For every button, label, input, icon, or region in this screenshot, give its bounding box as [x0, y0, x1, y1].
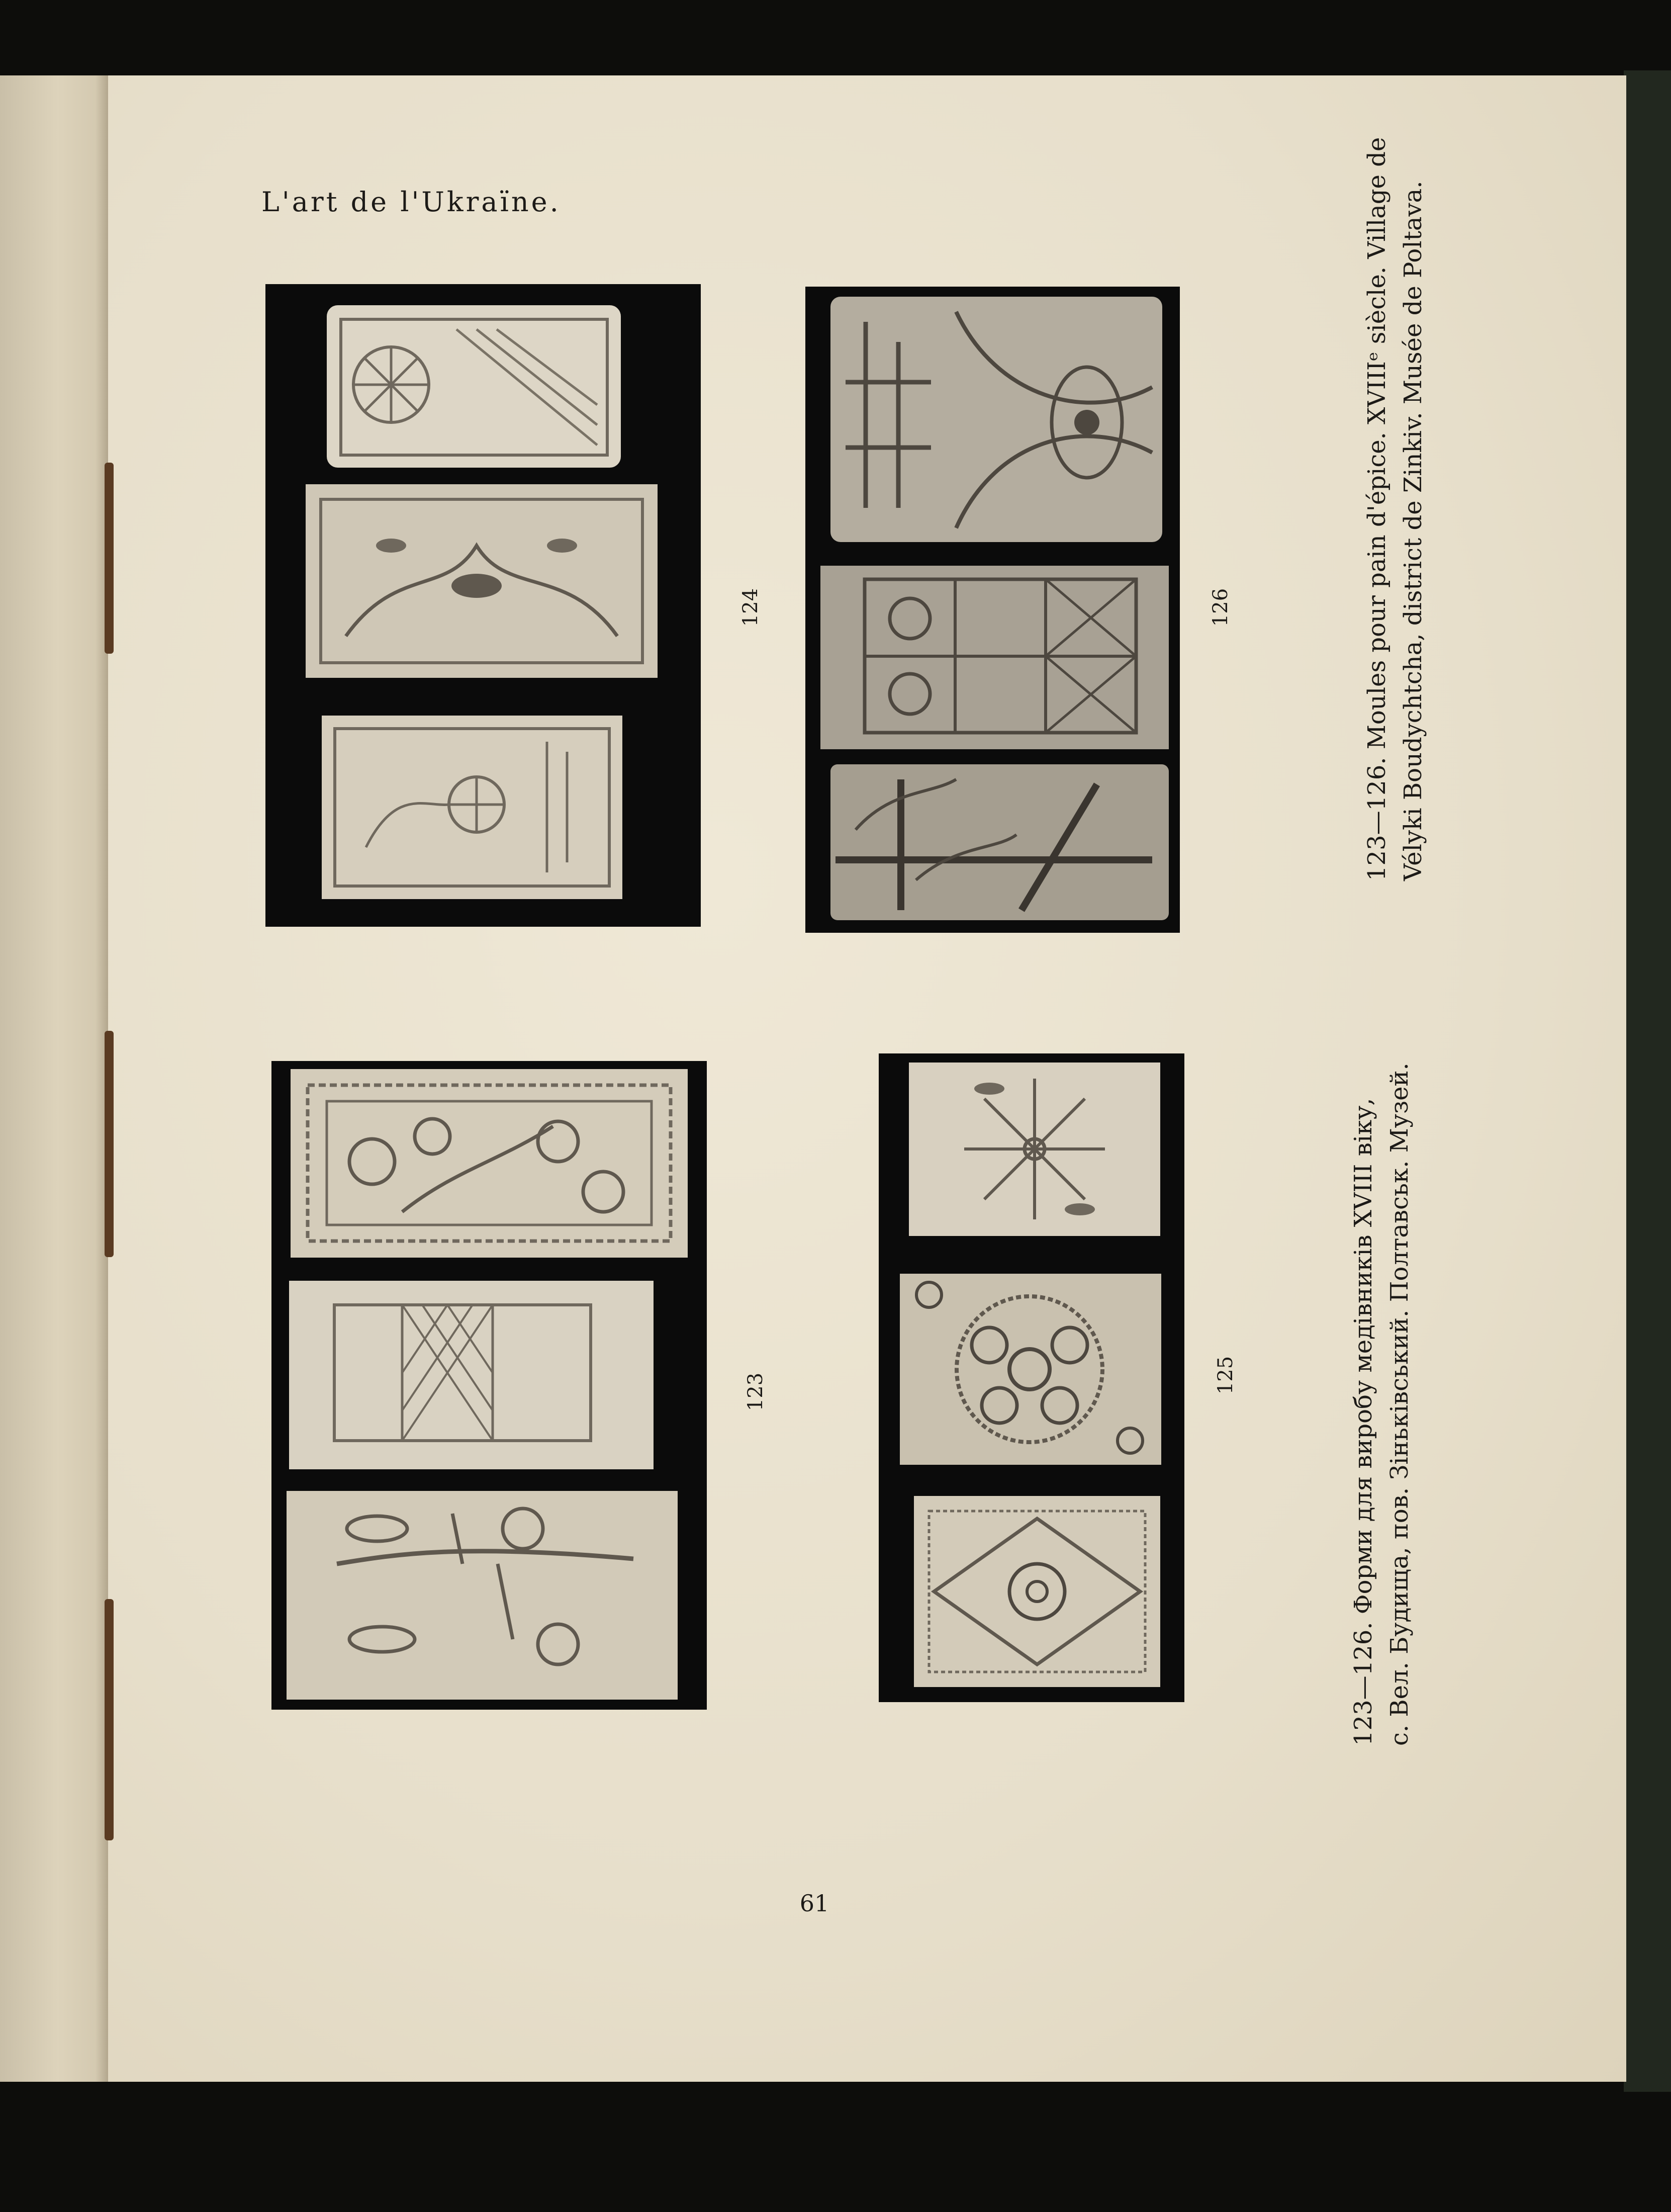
plate-124: [265, 284, 701, 927]
plate-123: [271, 1061, 707, 1710]
figure-number-124: 124: [739, 588, 762, 627]
plate-126: [805, 287, 1180, 933]
figure-number-125: 125: [1214, 1356, 1237, 1395]
plate-125-image: [879, 1053, 1184, 1702]
binding-tab: [105, 1599, 114, 1840]
book-cover-edge: [1624, 70, 1671, 2092]
binding-tab: [105, 463, 114, 654]
plate-126-image: [805, 287, 1180, 933]
caption-ukrainian: [1345, 1042, 1418, 1746]
binding-tab: [105, 1031, 114, 1257]
plate-124-image: [265, 284, 701, 927]
running-head: L'art de l'Ukraïne.: [261, 186, 561, 218]
plate-123-image: [271, 1061, 707, 1710]
caption-french: [1359, 137, 1431, 881]
caption-ukrainian-line-1: 123—126. Форми для виробу медівників XVIII віку,: [1349, 1098, 1377, 1746]
figure-number-123: 123: [744, 1372, 767, 1411]
page-number: 61: [799, 1890, 829, 1917]
plate-125: [879, 1053, 1184, 1702]
caption-french-line-2: Vélyki Boudychtcha, district de Zinkiv. Musée de Poltava.: [1399, 181, 1427, 881]
caption-french-line-1: 123—126. Moules pour pain d'épice. XVIIIᵉ siècle. Village de: [1363, 137, 1391, 881]
figure-number-126: 126: [1209, 588, 1232, 627]
caption-ukrainian-line-2: с. Вел. Будища, пов. Зіньківський. Полтавськ. Музей.: [1385, 1063, 1414, 1746]
